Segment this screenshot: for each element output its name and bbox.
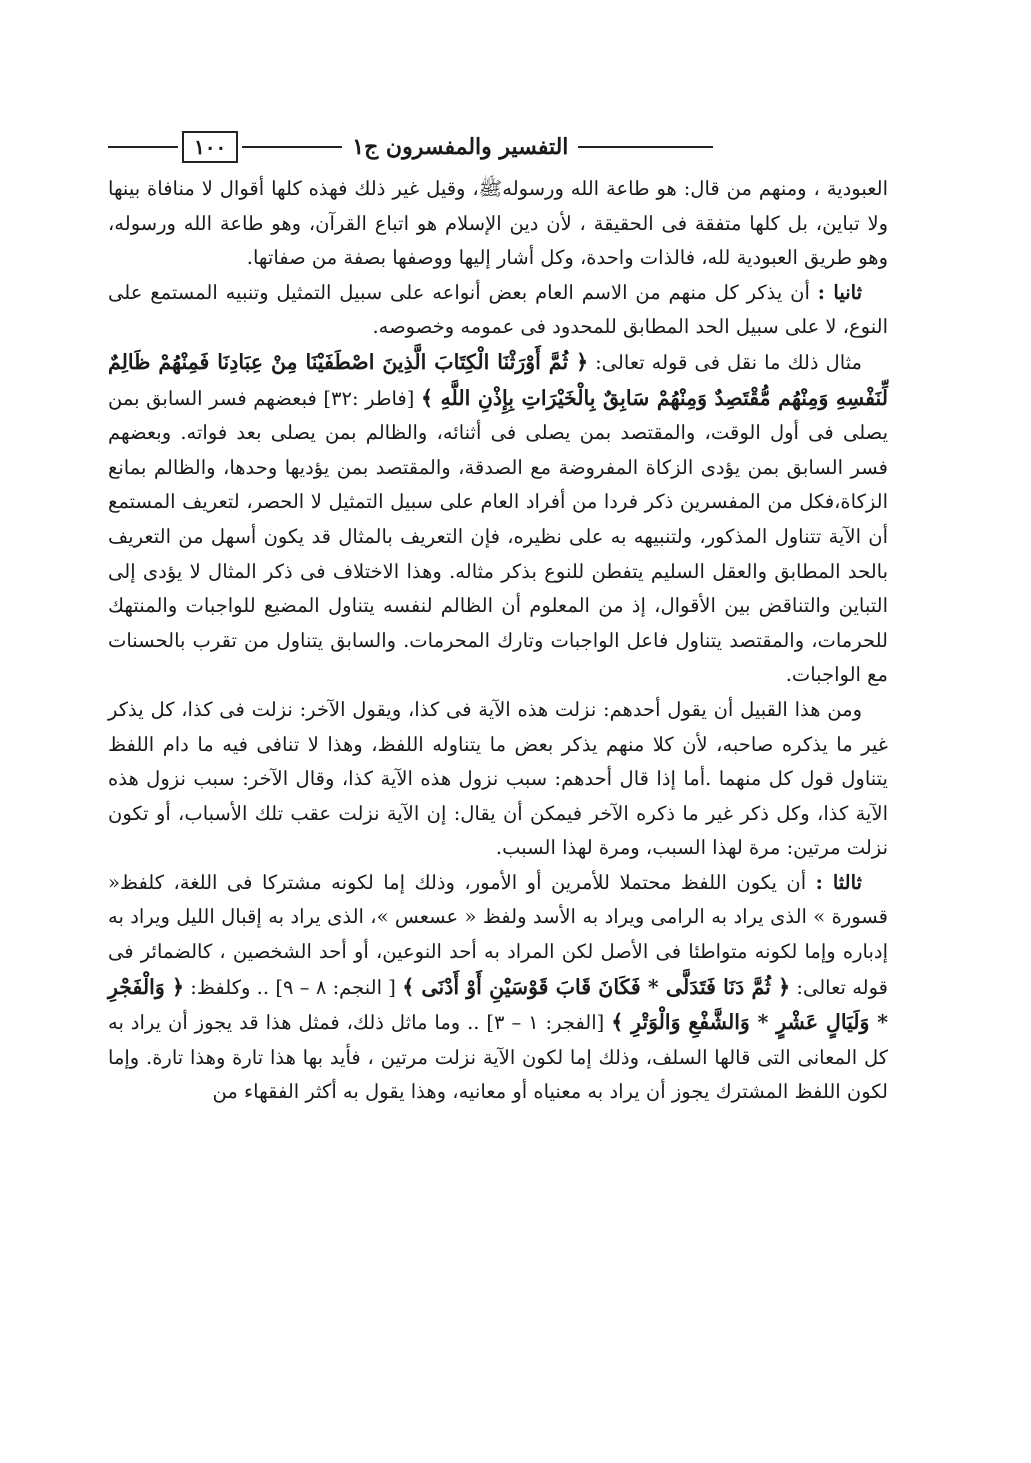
body-text xyxy=(108,172,888,1110)
header-rule xyxy=(578,146,713,148)
running-header xyxy=(108,128,878,166)
paragraph: ثانيا : أن يذكر كل منهم من الاسم العام بعض أنواعه على سبيل التمثيل وتنبيه المستمع على النوع، لا على سبيل الحد المطابق للمحدود فى عمومه وخصوصه. xyxy=(108,280,888,339)
verse-reference: [الفجر: ١ – ٣] xyxy=(479,1011,612,1035)
verse-reference: [فاطر :٣٢] xyxy=(323,386,421,410)
quran-verse: ﴿ وَالْفَجْرِ * وَلَيَالٍ عَشْرٍ * وَالشَّفْعِ وَالْوَتْرِ ﴾ xyxy=(108,974,888,1035)
quran-verse: ﴿ ثُمَّ أَوْرَثْنَا الْكِتَابَ الَّذِينَ اصْطَفَيْنَا مِنْ عِبَادِنَا فَمِنْهُمْ ظَالِمٌ لِّنَفْسِهِ وَمِنْهُم مُّقْتَصِدٌ وَمِنْهُمْ سَابِقٌ بِالْخَيْرَاتِ بِإِذْنِ اللَّهِ ﴾ xyxy=(108,349,888,410)
paragraph: ومن هذا القبيل أن يقول أحدهم: نزلت هذه الآية فى كذا، ويقول الآخر: نزلت فى كذا، كل يذكر غير ما يذكره صاحبه، لأن كلا منهم يذكر بعض ما يتناوله اللفظ، وهذا لا تنافى فيه ما دام اللفظ يتناول قول كل منهما .أما إذا قال أحدهم: سبب نزول هذه الآية كذا، وقال الآخر: سبب نزول هذه الآية كذا، وكل ذكر غير ما ذكره الآخر فيمكن أن يقال: إن الآية نزلت عقب تلك الأسباب، أو تكون نزلت مرتين: مرة لهذا السبب، ومرة لهذا السبب. xyxy=(108,697,888,860)
running-title: التفسير والمفسرون ج١ xyxy=(352,134,569,160)
header-rule xyxy=(108,146,178,148)
paragraph: مثال ذلك ما نقل فى قوله تعالى: ﴿ ثُمَّ أَوْرَثْنَا الْكِتَابَ الَّذِينَ اصْطَفَيْنَا مِنْ عِبَادِنَا فَمِنْهُمْ ظَالِمٌ لِّنَفْسِهِ وَمِنْهُم مُّقْتَصِدٌ وَمِنْهُمْ سَابِقٌ بِالْخَيْرَاتِ بِإِذْنِ اللَّهِ ﴾ [فاطر :٣٢] فبعضهم فسر السابق بمن يصلى فى أول الوقت، والمقتصد بمن يصلى فى أثنائه، والظالم بمن يصلى بعد فواته. وبعضهم فسر السابق بمن يؤدى الزكاة المفروضة مع الصدقة، والمقتصد بمن يؤديها وحدها، والظالم بمانع الزكاة،فكل من المفسرين ذكر فردا من أفراد العام على سبيل التمثيل لا الحصر، لتعريف المستمع أن الآية تتناول المذكور، ولتنبيهه به على نظيره، فإن التعريف بالمثال قد يكون أسهل من التعريف بالحد المطابق والعقل السليم يتفطن للنوع بذكر مثاله. وهذا الاختلاف فى ذكر المثال لا يؤدى إلى التباين والتناقض بين الأقوال، إذ من المعلوم أن الظالم لنفسه يتناول المضيع للواجبات والمنتهك للحرمات، والمقتصد يتناول فاعل الواجبات وتارك المحرمات. والسابق يتناول من تقرب بالحسنات مع الواجبات. xyxy=(108,349,888,687)
section-lead: ثالثا : xyxy=(815,870,862,894)
paragraph: العبودية ، ومنهم من قال: هو طاعة الله ورسولهﷺ، وقيل غير ذلك فهذه كلها أقوال لا منافاة بينها ولا تباين، بل كلها متفقة فى الحقيقة ، لأن دين الإسلام هو اتباع القرآن، وهو طاعة الله ورسوله، وهو طريق العبودية لله، فالذات واحدة، وكل أشار إليها ووصفها بصفة من صفاتها. xyxy=(108,177,888,270)
quran-verse: ﴿ ثُمَّ دَنَا فَتَدَلَّى * فَكَانَ قَابَ قَوْسَيْنِ أَوْ أَدْنَى ﴾ xyxy=(402,974,791,999)
section-lead: ثانيا : xyxy=(817,280,862,304)
paragraph: ثالثا : أن يكون اللفظ محتملا للأمرين أو الأمور، وذلك إما لكونه مشتركا فى اللغة، كلفظ« قسورة » الذى يراد به الرامى ويراد به الأسد ولفظ « عسعس »، الذى يراد به إقبال الليل ويراد به إدباره وإما لكونه متواطئا فى الأصل لكن المراد به أحد النوعين، أو أحد الشخصين ، كالضمائر فى قوله تعالى: ﴿ ثُمَّ دَنَا فَتَدَلَّى * فَكَانَ قَابَ قَوْسَيْنِ أَوْ أَدْنَى ﴾ [ النجم: ٨ – ٩] .. وكلفظ: ﴿ وَالْفَجْرِ * وَلَيَالٍ عَشْرٍ * وَالشَّفْعِ وَالْوَتْرِ ﴾ [الفجر: ١ – ٣] .. وما ماثل ذلك، فمثل هذا قد يجوز أن يراد به كل المعانى التى قالها السلف، وذلك إما لكون الآية نزلت مرتين ، فأيد بها هذا تارة وهذا تارة. وإما لكون اللفظ المشترك يجوز أن يراد به معنياه أو معانيه، وهذا يقول به أكثر الفقهاء من xyxy=(108,870,888,1104)
header-rule xyxy=(242,146,342,148)
verse-reference: [ النجم: ٨ – ٩] xyxy=(269,975,403,999)
page-number: ١٠٠ xyxy=(182,131,238,163)
